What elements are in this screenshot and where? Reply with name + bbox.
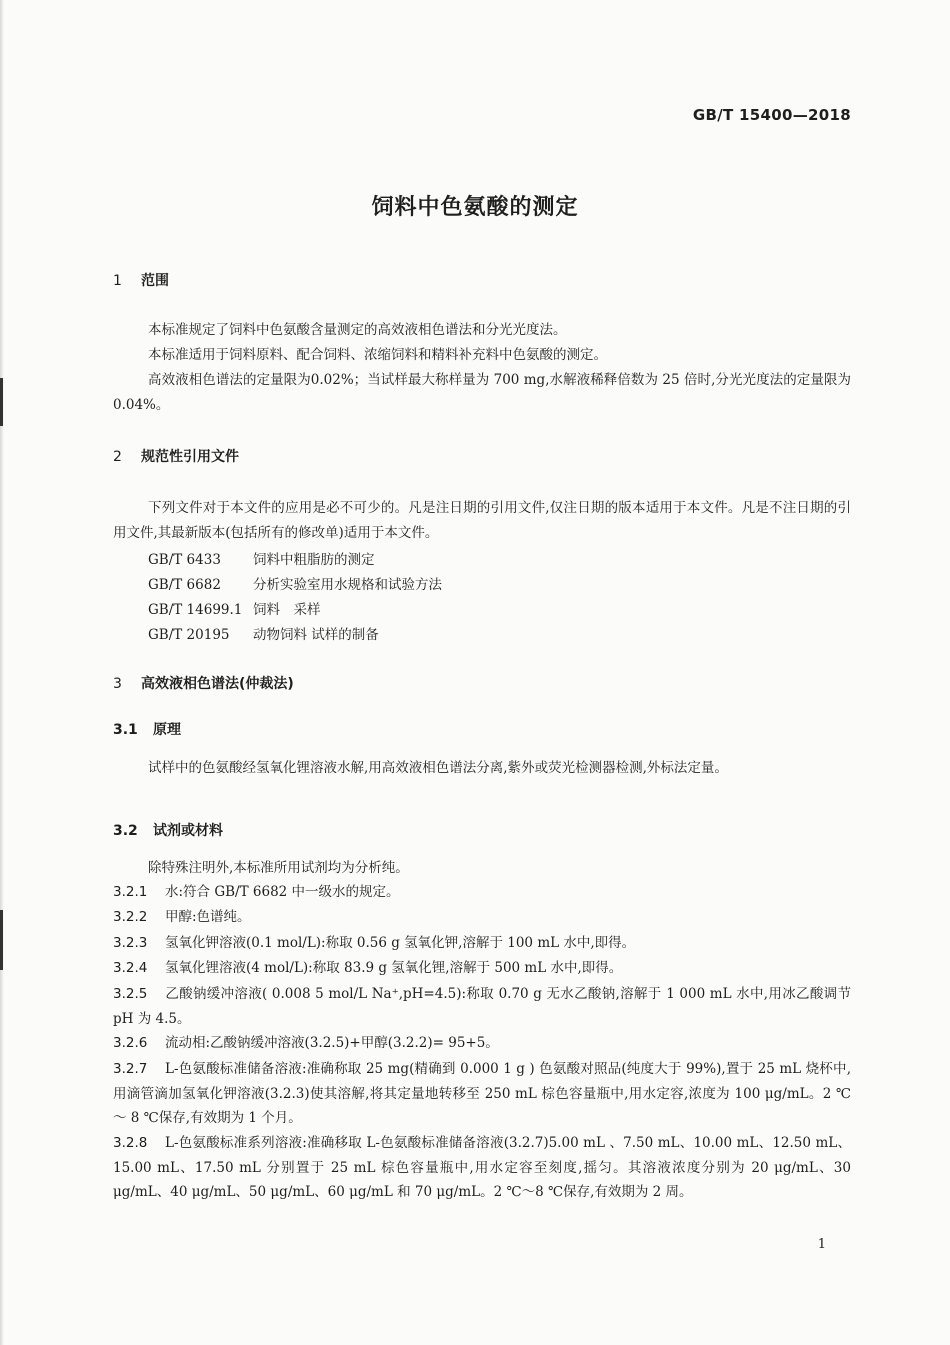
scan-mark-top	[0, 378, 3, 426]
item-text: L-色氨酸标准系列溶液:准确移取 L-色氨酸标准储备溶液(3.2.7)5.00 mL 、7.50 mL、10.00 mL、12.50 mL、15.00 mL、17.50 mL 分别置于 25 mL 棕色容量瓶中,用水定容至刻度,摇匀。其溶液浓度分别为 20 μg/mL、30 μg/mL、40 μg/mL、50 μg/mL、60 μg/mL 和 70 μg/mL。2 ℃～8 ℃保存,有效期为 2 周。	[113, 1135, 851, 1200]
section-title: 范围	[141, 273, 169, 289]
list-item	[113, 1031, 851, 1056]
list-item	[113, 956, 851, 981]
subsection-number: 3.1	[113, 722, 138, 738]
item-number: 3.2.2	[113, 909, 148, 925]
item-number: 3.2.7	[113, 1061, 148, 1077]
reference-code: GB/T 14699.1	[148, 602, 243, 618]
reference-code: GB/T 6433	[148, 552, 221, 568]
list-item	[113, 1057, 851, 1131]
reference-code: GB/T 6682	[148, 577, 221, 593]
reference-item	[148, 548, 375, 568]
subsection-number: 3.2	[113, 823, 138, 839]
item-text: L-色氨酸标准储备溶液:准确称取 25 mg(精确到 0.000 1 g ) 色氨酸对照品(纯度大于 99%),置于 25 mL 烧杯中,用滴管滴加氢氧化钾溶液(3.2.3)使其溶解,将其定量地转移至 250 mL 棕色容量瓶中,用水定容,浓度为 100 μg/mL。2 ℃ ～ 8 ℃保存,有效期为 1 个月。	[113, 1061, 851, 1126]
reference-item	[148, 623, 379, 643]
section-number: 2	[113, 449, 122, 465]
item-number: 3.2.5	[113, 986, 148, 1002]
subsection-title: 原理	[153, 722, 181, 738]
paragraph: 本标准适用于饲料原料、配合饲料、浓缩饲料和精料补充料中色氨酸的测定。	[148, 347, 607, 363]
document-title: 饲料中色氨酸的测定	[371, 195, 579, 220]
reference-name: 动物饲料 试样的制备	[253, 627, 379, 643]
paragraph: 本标准规定了饲料中色氨酸含量测定的高效液相色谱法和分光光度法。	[148, 322, 567, 338]
section-number: 1	[113, 273, 122, 289]
paragraph: 试样中的色氨酸经氢氧化锂溶液水解,用高效液相色谱法分离,紫外或荧光检测器检测,外标法定量。	[148, 760, 728, 776]
item-text: 氢氧化钾溶液(0.1 mol/L):称取 0.56 g 氢氧化钾,溶解于 100 mL 水中,即得。	[165, 935, 636, 951]
section-2-heading	[113, 446, 239, 466]
section-1-heading	[113, 270, 169, 290]
subsection-title: 试剂或材料	[153, 823, 223, 839]
item-text: 甲醇:色谱纯。	[165, 909, 251, 925]
item-text: 水:符合 GB/T 6682 中一级水的规定。	[165, 884, 400, 900]
reference-name: 饲料 采样	[253, 602, 321, 618]
section-number: 3	[113, 676, 122, 692]
subsection-3-2-heading	[113, 820, 223, 840]
reference-name: 饲料中粗脂肪的测定	[253, 552, 375, 568]
scan-mark-bottom	[0, 910, 3, 970]
reference-code: GB/T 20195	[148, 627, 230, 643]
reference-item	[148, 598, 321, 618]
paragraph: 高效液相色谱法的定量限为0.02%；当试样最大称样量为 700 mg,水解液稀释倍数为 25 倍时,分光光度法的定量限为0.04%。	[113, 372, 851, 413]
section-3-heading	[113, 673, 294, 693]
item-text: 氢氧化锂溶液(4 mol/L):称取 83.9 g 氢氧化锂,溶解于 500 mL 水中,即得。	[165, 960, 623, 976]
item-number: 3.2.8	[113, 1135, 148, 1151]
item-number: 3.2.4	[113, 960, 148, 976]
item-number: 3.2.3	[113, 935, 148, 951]
item-text: 流动相:乙酸钠缓冲溶液(3.2.5)+甲醇(3.2.2)= 95+5。	[165, 1035, 499, 1051]
reference-item	[148, 573, 442, 593]
section-title: 高效液相色谱法(仲裁法)	[141, 676, 294, 692]
item-text: 乙酸钠缓冲溶液( 0.008 5 mol/L Na⁺,pH=4.5):称取 0.70 g 无水乙酸钠,溶解于 1 000 mL 水中,用冰乙酸调节 pH 为 4.5。	[113, 986, 851, 1027]
list-item	[113, 880, 851, 905]
reference-name: 分析实验室用水规格和试验方法	[253, 577, 442, 593]
page-number: 1	[817, 1237, 826, 1252]
item-number: 3.2.6	[113, 1035, 148, 1051]
list-item	[113, 982, 851, 1031]
subsection-3-1-heading	[113, 719, 181, 739]
list-item	[113, 931, 851, 956]
section-title: 规范性引用文件	[141, 449, 239, 465]
list-item	[113, 905, 851, 930]
list-item	[113, 1131, 851, 1205]
standard-code: GB/T 15400—2018	[692, 106, 851, 124]
paragraph: 下列文件对于本文件的应用是必不可少的。凡是注日期的引用文件,仅注日期的版本适用于本文件。凡是不注日期的引用文件,其最新版本(包括所有的修改单)适用于本文件。	[113, 500, 851, 541]
paragraph: 除特殊注明外,本标准所用试剂均为分析纯。	[148, 860, 409, 876]
item-number: 3.2.1	[113, 884, 148, 900]
